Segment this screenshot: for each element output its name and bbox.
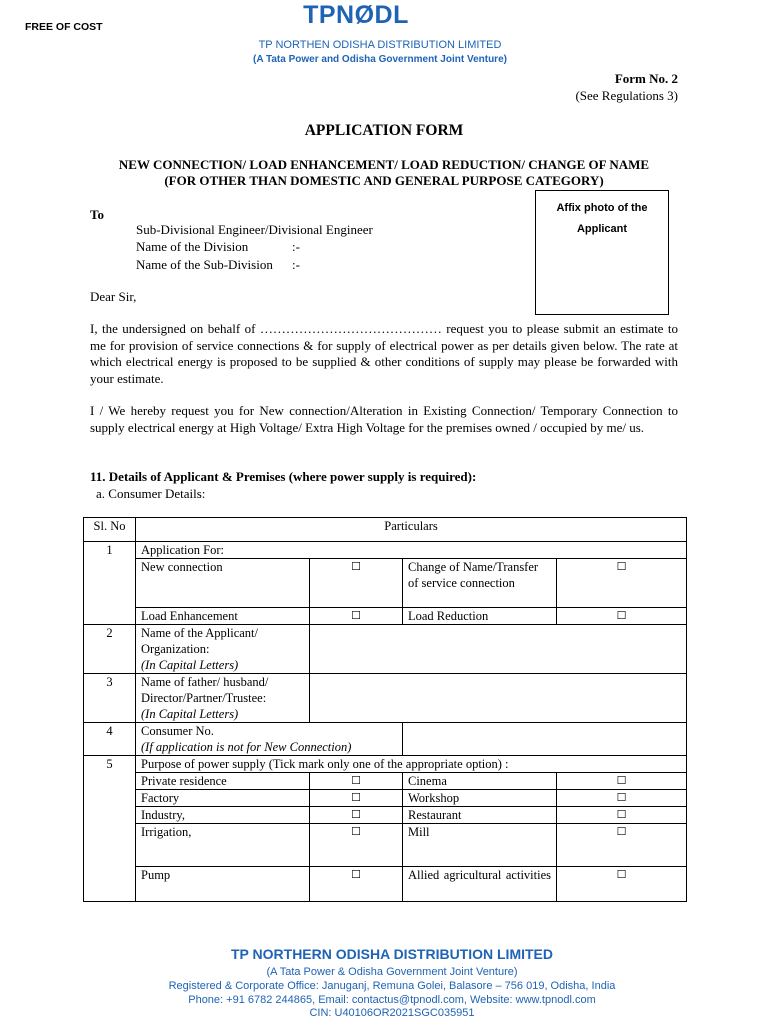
table-row — [84, 807, 687, 824]
consumer-no-text: Consumer No. — [141, 724, 214, 738]
new-connection-checkbox[interactable]: ☐ — [310, 559, 403, 608]
header-company-name: TP NORTHEN ODISHA DISTRIBUTION LIMITED — [258, 39, 502, 51]
purpose-option: Pump — [136, 867, 310, 902]
table-row — [84, 790, 687, 807]
consumer-details-table — [83, 517, 687, 902]
purpose-checkbox[interactable]: ☐ — [310, 867, 403, 902]
subsection-heading: a. Consumer Details: — [96, 486, 206, 501]
form-number: Form No. 2 — [614, 71, 678, 86]
form-subtitle-line2: (FOR OTHER THAN DOMESTIC AND GENERAL PURPOSE CATEGORY) — [164, 173, 604, 188]
purpose-checkbox[interactable]: ☐ — [310, 824, 403, 867]
option-load-reduction: Load Reduction — [403, 608, 557, 625]
table-row — [84, 756, 687, 773]
photo-box-line1: Affix photo of the — [556, 202, 648, 214]
table-row — [84, 867, 687, 902]
consumer-no-note: (If application is not for New Connection) — [141, 740, 352, 754]
consumer-no-field[interactable] — [403, 723, 687, 756]
row-number: 4 — [84, 723, 136, 756]
purpose-option: Workshop — [403, 790, 557, 807]
applicant-name-label — [136, 625, 310, 674]
purpose-option: Factory — [136, 790, 310, 807]
option-change-of-name: Change of Name/Transfer of service connection — [403, 559, 557, 608]
division-label: Name of the Division — [136, 239, 249, 254]
application-for-label: Application For: — [136, 542, 687, 559]
option-new-connection: New connection — [136, 559, 310, 608]
table-row — [84, 559, 687, 608]
table-row — [84, 542, 687, 559]
footer-company-name: TP NORTHERN ODISHA DISTRIBUTION LIMITED — [231, 946, 553, 962]
applicant-name-field[interactable] — [310, 625, 687, 674]
photo-box-label — [536, 198, 668, 240]
letter-paragraph-2: I / We hereby request you for New connection/Alteration in Existing Connection/ Temporary Connection to supply electrical energy at High Voltage/ Extra High Voltage for the premises owned / occupied by me/ us. — [90, 403, 678, 435]
header-jv-note: (A Tata Power and Odisha Government Joint Venture) — [253, 54, 507, 65]
table-row — [84, 824, 687, 867]
free-of-cost-label: FREE OF COST — [25, 21, 103, 33]
row-number: 1 — [84, 542, 136, 625]
row-number: 2 — [84, 625, 136, 674]
applicant-name-text: Name of the Applicant/ Organization: — [141, 626, 258, 656]
table-row — [84, 625, 687, 674]
header-particulars: Particulars — [136, 518, 687, 542]
purpose-checkbox[interactable]: ☐ — [557, 824, 687, 867]
purpose-option: Mill — [403, 824, 557, 867]
consumer-no-label — [136, 723, 403, 756]
table-row — [84, 723, 687, 756]
purpose-option: Private residence — [136, 773, 310, 790]
load-reduction-checkbox[interactable]: ☐ — [557, 608, 687, 625]
form-subtitle — [0, 157, 768, 189]
subdivision-label: Name of the Sub-Division — [136, 257, 273, 272]
purpose-checkbox[interactable]: ☐ — [557, 790, 687, 807]
address-recipient: Sub-Divisional Engineer/Divisional Engineer — [136, 222, 373, 237]
footer-jv-note: (A Tata Power & Odisha Government Joint Venture) — [266, 966, 518, 978]
photo-box-line2: Applicant — [576, 223, 628, 235]
purpose-checkbox[interactable]: ☐ — [557, 867, 687, 902]
division-sep: :- — [292, 239, 300, 254]
table-header-row — [84, 518, 687, 542]
purpose-checkbox[interactable]: ☐ — [310, 790, 403, 807]
footer-contact: Phone: +91 6782 244865, Email: contactus@tpnodl.com, Website: www.tpnodl.com — [188, 994, 596, 1006]
section-heading: 11. Details of Applicant & Premises (where power supply is required): — [90, 469, 477, 484]
table-row — [84, 773, 687, 790]
page-title: APPLICATION FORM — [304, 122, 464, 139]
purpose-checkbox[interactable]: ☐ — [557, 807, 687, 824]
footer-cin: CIN: U40106OR2021SGC035951 — [309, 1007, 475, 1019]
guardian-name-label — [136, 674, 310, 723]
form-regulation: (See Regulations 3) — [575, 88, 678, 103]
purpose-checkbox[interactable]: ☐ — [310, 807, 403, 824]
row-number: 5 — [84, 756, 136, 902]
subdivision-line — [136, 257, 300, 273]
address-to: To — [90, 207, 104, 222]
purpose-checkbox[interactable]: ☐ — [557, 773, 687, 790]
purpose-label: Purpose of power supply (Tick mark only one of the appropriate option) : — [136, 756, 687, 773]
purpose-option: Restaurant — [403, 807, 557, 824]
company-logo: TPNØDL — [303, 1, 409, 29]
row-number: 3 — [84, 674, 136, 723]
purpose-option: Cinema — [403, 773, 557, 790]
letter-paragraph-1: I, the undersigned on behalf of …………………………………… request you to please submit an estimate to me for provision of service connections & for supply of electrical power as per details given below. The rate at which electrical energy is proposed to be supplied & other conditions of supply may please be forwarded with your estimate. — [90, 321, 678, 386]
guardian-name-field[interactable] — [310, 674, 687, 723]
footer-address: Registered & Corporate Office: Januganj, Remuna Golei, Balasore – 756 019, Odisha, India — [168, 980, 616, 992]
guardian-name-text: Name of father/ husband/ Director/Partner/Trustee: — [141, 675, 269, 705]
applicant-name-note: (In Capital Letters) — [141, 658, 239, 672]
table-row — [84, 674, 687, 723]
division-line — [136, 239, 300, 255]
option-load-enhancement: Load Enhancement — [136, 608, 310, 625]
purpose-option: Industry, — [136, 807, 310, 824]
purpose-option: Irrigation, — [136, 824, 310, 867]
form-subtitle-line1: NEW CONNECTION/ LOAD ENHANCEMENT/ LOAD REDUCTION/ CHANGE OF NAME — [118, 157, 650, 172]
purpose-checkbox[interactable]: ☐ — [310, 773, 403, 790]
header-slno: Sl. No — [84, 518, 136, 542]
load-enhancement-checkbox[interactable]: ☐ — [310, 608, 403, 625]
guardian-name-note: (In Capital Letters) — [141, 707, 239, 721]
purpose-option: Allied agricultural activities — [403, 867, 557, 902]
subdivision-sep: :- — [292, 257, 300, 272]
salutation: Dear Sir, — [90, 289, 137, 304]
table-row — [84, 608, 687, 625]
change-of-name-checkbox[interactable]: ☐ — [557, 559, 687, 608]
